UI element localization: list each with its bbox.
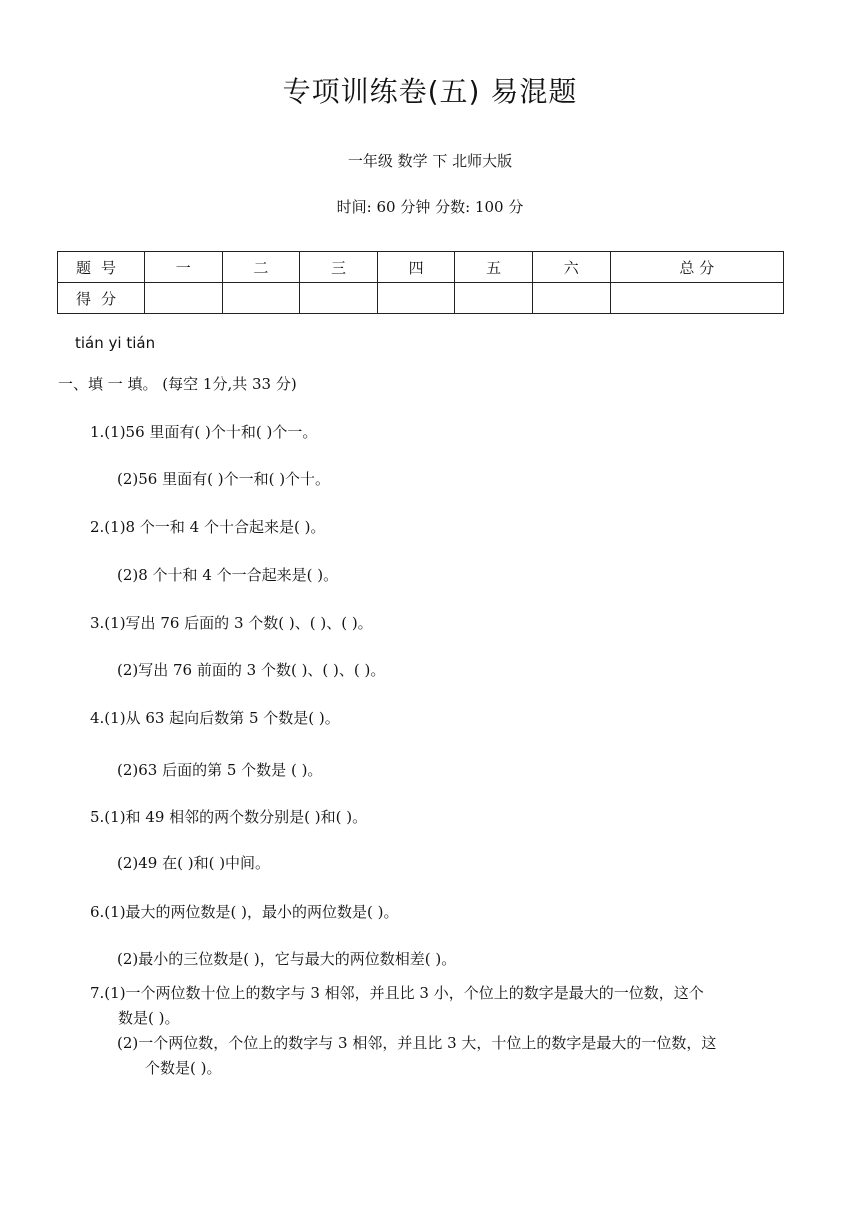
- question-3-part-2: (2)写出 76 前面的 3 个数( )、( )、( )。: [117, 661, 386, 679]
- question-7-part-1-line-1: 7.(1)一个两位数十位上的数字与 3 相邻，并且比 3 小，个位上的数字是最大的一位数，这个: [90, 984, 704, 1002]
- score-cell-3[interactable]: [300, 283, 378, 314]
- question-2-part-2: (2)8 个十和 4 个一合起来是( )。: [117, 566, 339, 584]
- column-header-total: 总 分: [610, 252, 783, 283]
- score-table: [57, 251, 784, 314]
- question-5-part-1: 5.(1)和 49 相邻的两个数分别是( )和( )。: [90, 808, 368, 826]
- column-header-5: 五: [455, 252, 533, 283]
- column-header-3: 三: [300, 252, 378, 283]
- score-cell-5[interactable]: [455, 283, 533, 314]
- time-info: 时间: 60 分钟 分数: 100 分: [336, 198, 524, 216]
- pinyin-annotation: tián yi tián: [75, 334, 156, 352]
- section-heading: 一、填 一 填。 (每空 1分,共 33 分): [58, 375, 297, 393]
- score-cell-6[interactable]: [532, 283, 610, 314]
- question-2-part-1: 2.(1)8 个一和 4 个十合起来是( )。: [90, 518, 326, 536]
- question-4-part-1: 4.(1)从 63 起向后数第 5 个数是( )。: [90, 709, 340, 727]
- question-5-part-2: (2)49 在( )和( )中间。: [117, 854, 271, 872]
- score-table-score-row: [58, 283, 784, 314]
- column-header-1: 一: [145, 252, 223, 283]
- question-7-part-2-line-2: 个数是( )。: [145, 1059, 222, 1077]
- score-cell-2[interactable]: [222, 283, 300, 314]
- score-cell-total[interactable]: [610, 283, 783, 314]
- question-7-part-2: [117, 1031, 807, 1081]
- question-6-part-1: 6.(1)最大的两位数是( )，最小的两位数是( )。: [90, 903, 399, 921]
- score-cell-4[interactable]: [377, 283, 455, 314]
- column-header-6: 六: [532, 252, 610, 283]
- row-label-score: 得分: [58, 283, 145, 314]
- row-label-question-number: 题号: [58, 252, 145, 283]
- question-6-part-2: (2)最小的三位数是( )，它与最大的两位数相差( )。: [117, 950, 457, 968]
- score-cell-1[interactable]: [145, 283, 223, 314]
- score-table-header-row: [58, 252, 784, 283]
- question-7-part-2-line-1: (2)一个两位数，个位上的数字与 3 相邻，并且比 3 大，十位上的数字是最大的一位数，这: [117, 1034, 717, 1052]
- column-header-4: 四: [377, 252, 455, 283]
- question-1-part-2: (2)56 里面有( )个一和( )个十。: [117, 470, 331, 488]
- question-4-part-2: (2)63 后面的第 5 个数是 ( )。: [117, 761, 323, 779]
- question-7-part-1: [90, 981, 780, 1031]
- question-1-part-1: 1.(1)56 里面有( )个十和( )个一。: [90, 423, 318, 441]
- column-header-2: 二: [222, 252, 300, 283]
- page-title: 专项训练卷(五) 易混题: [282, 75, 578, 108]
- question-3-part-1: 3.(1)写出 76 后面的 3 个数( )、( )、( )。: [90, 614, 373, 632]
- subtitle: 一年级 数学 下 北师大版: [347, 152, 513, 170]
- question-7-part-1-line-2: 数是( )。: [118, 1009, 180, 1027]
